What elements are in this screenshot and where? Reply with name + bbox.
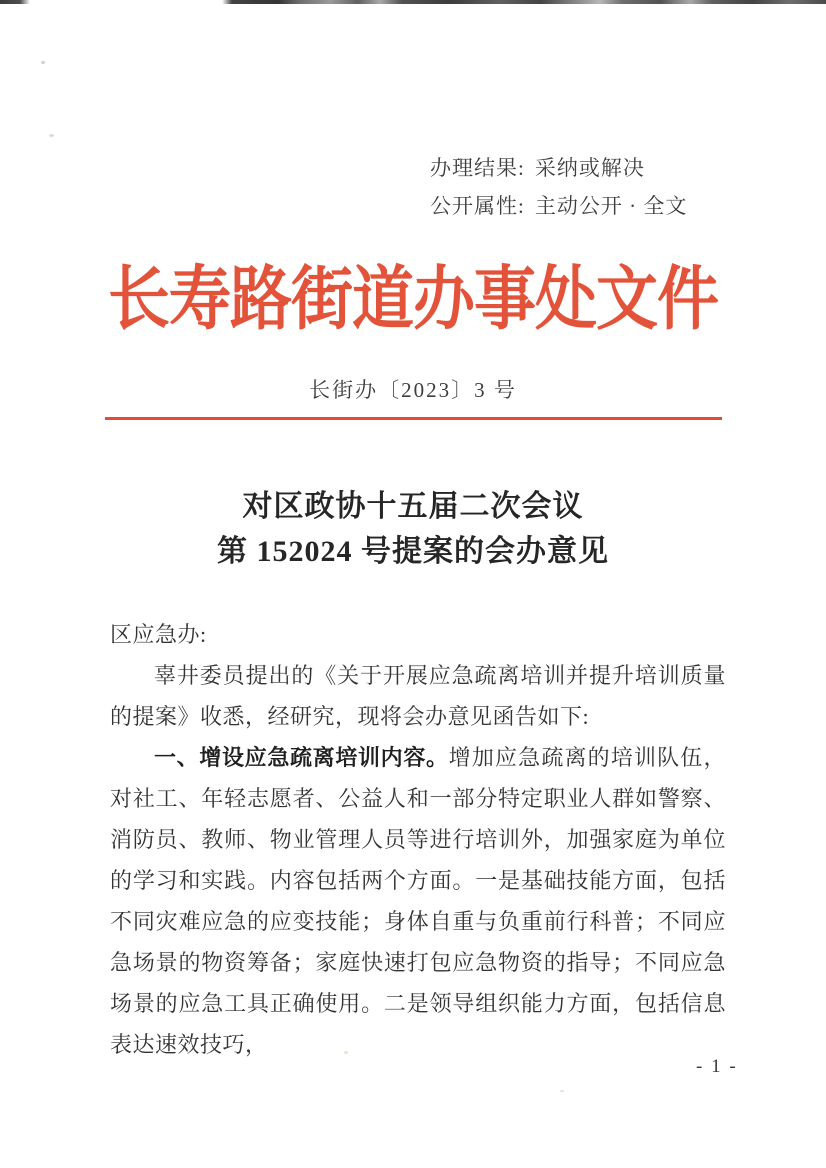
handling-result-value: 采纳或解决 [534, 156, 645, 180]
document-body [110, 614, 726, 1065]
scan-speck [41, 61, 45, 64]
handling-result-line [430, 149, 687, 187]
publicity-attribute-label: 公开属性: [430, 194, 525, 218]
agency-red-banner-title: 长寿路街道办事处文件 [107, 262, 718, 339]
scan-speck [49, 134, 54, 137]
publicity-attribute-line [430, 187, 687, 225]
document-reference-number: 长街办〔2023〕3 号 [309, 378, 517, 402]
page-number: - 1 - [696, 1056, 738, 1077]
salutation: 区应急办: [110, 622, 207, 647]
doc-meta-block [430, 149, 687, 225]
document-title-line1: 对区政协十五届二次会议 [242, 490, 584, 523]
handling-result-label: 办理结果: [430, 156, 525, 180]
section-one-heading: 一、增设应急疏离培训内容。 [154, 745, 449, 770]
red-divider-rule [105, 417, 722, 420]
paragraph-section-one [110, 737, 726, 1065]
document-title [0, 484, 826, 574]
document-title-line2: 第 152024 号提案的会办意见 [217, 535, 609, 568]
scan-artifact-top-edge [0, 0, 826, 4]
paragraph-intro: 辜井委员提出的《关于开展应急疏离培训并提升培训质量的提案》收悉，经研究，现将会办意见函告如下: [110, 663, 726, 729]
publicity-attribute-value: 主动公开 · 全文 [534, 194, 688, 218]
section-one-text: 增加应急疏离的培训队伍，对社工、年轻志愿者、公益人和一部分特定职业人群如警察、消防员、教师、物业管理人员等进行培训外，加强家庭为单位的学习和实践。内容包括两个方面。一是基础技能方面，包括不同灾难应急的应变技能；身体自重与负重前行科普；不同应急场景的物资筹备；家庭快速打包应急物资的指导；不同应急场景的应急工具正确使用。二是领导组织能力方面，包括信息表达速效技巧， [110, 745, 726, 1057]
scan-speck [560, 1090, 564, 1092]
